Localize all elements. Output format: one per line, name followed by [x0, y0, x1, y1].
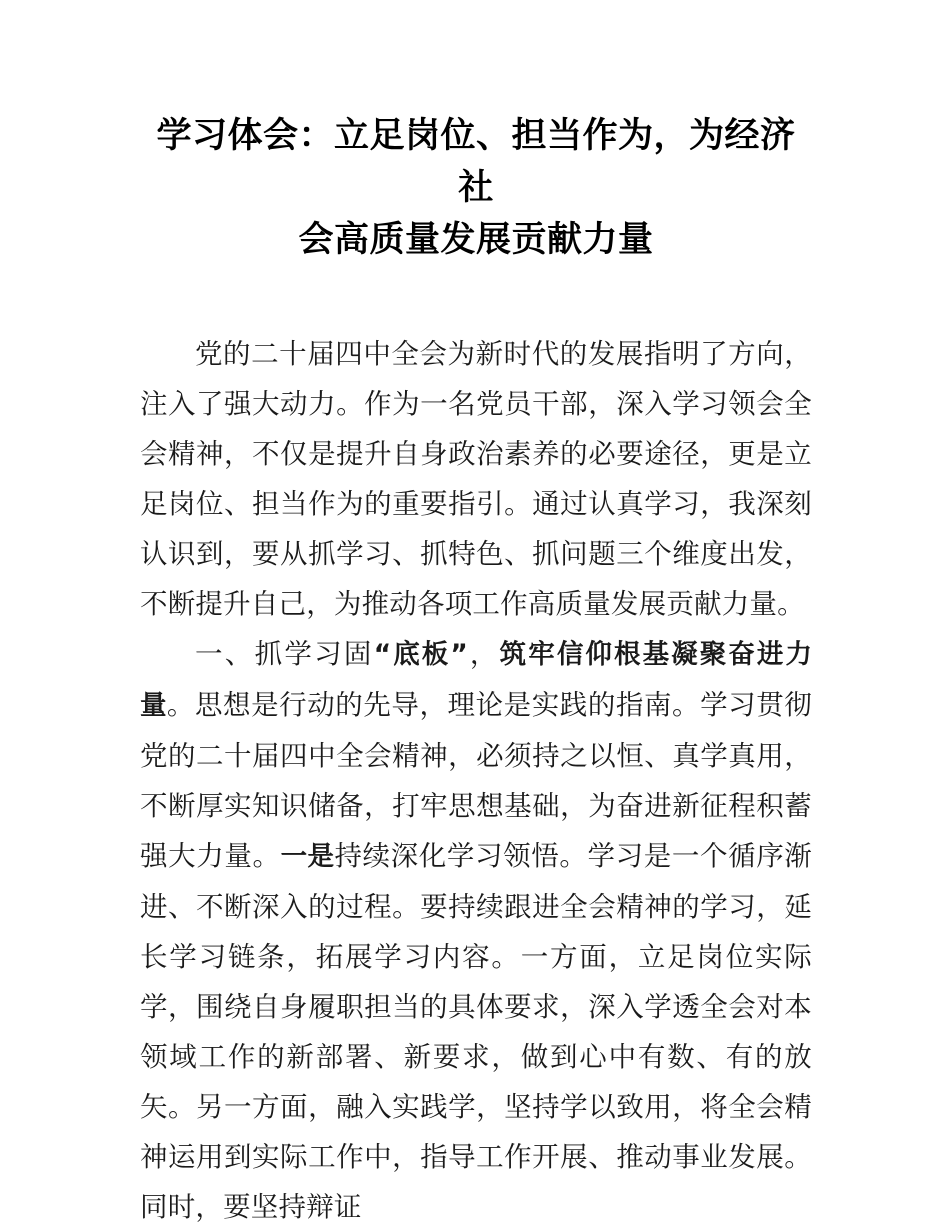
document-title — [140, 0, 812, 266]
document-title-line-1: 学习体会：立足岗位、担当作为，为经济社 — [156, 116, 796, 208]
section-one-keyword-emphasis: “底板” — [373, 639, 468, 670]
section-one-item-marker-emphasis: 一是 — [280, 841, 335, 872]
paragraph-intro — [140, 329, 812, 629]
section-one-heading-emphasis: 筑牢信仰根基凝聚奋进力量 — [140, 639, 813, 721]
section-one-comma: ， — [467, 638, 500, 669]
document-title-line-2: 会高质量发展贡献力量 — [298, 220, 654, 260]
document-content-column — [140, 0, 812, 1230]
title-body-spacer — [140, 266, 812, 329]
section-one-heading-lead: 一、抓学习固 — [195, 638, 374, 669]
paragraph-section-one — [140, 629, 812, 1230]
paragraph-intro-text: 党的二十届四中全会为新时代的发展指明了方向，注入了强大动力。作为一名党员干部，深入学习领会全会精神，不仅是提升自身政治素养的必要途径，更是立足岗位、担当作为的重要指引。通过认真学习，我深刻认识到，要从抓学习、抓特色、抓问题三个维度出发，不断提升自己，为推动各项工作高质量发展贡献力量。 — [140, 338, 812, 619]
section-one-body-part-2: 持续深化学习领悟。学习是一个循序渐进、不断深入的过程。要持续跟进全会精神的学习，延长学习链条，拓展学习内容。一方面，立足岗位实际学，围绕自身履职担当的具体要求，深入学透全会对本领域工作的新部署、新要求，做到心中有数、有的放矢。另一方面，融入实践学，坚持学以致用，将全会精神运用到实际工作中，指导工作开展、推动事业发展。同时，要坚持辩证 — [140, 840, 813, 1222]
section-one-body-part-1: 。思想是行动的先导，理论是实践的指南。学习贯彻党的二十届四中全会精神，必须持之以恒、真学真用，不断厚实知识储备，打牢思想基础，为奋进新征程积蓄强大力量。 — [140, 689, 812, 871]
